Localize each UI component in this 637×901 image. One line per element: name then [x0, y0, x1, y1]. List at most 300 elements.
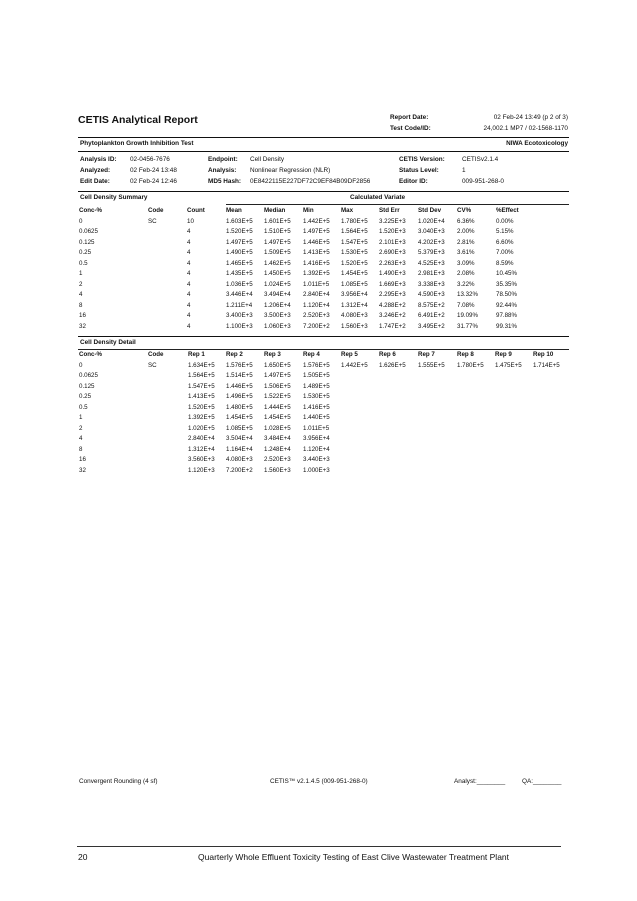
- summary-cell: 1.497E+5: [264, 238, 291, 246]
- summary-cell: 1.312E+4: [341, 301, 368, 309]
- status-label: Status Level:: [399, 167, 439, 174]
- detail-cell: [341, 413, 379, 424]
- detail-row: [79, 445, 569, 456]
- detail-cell: [341, 455, 379, 466]
- detail-col-header: Rep 9: [495, 351, 512, 358]
- summary-cell: SC: [148, 217, 157, 225]
- summary-cell: 3.246E+2: [379, 312, 406, 319]
- detail-cell: 1.522E+5: [264, 393, 291, 400]
- summary-cell: 1.497E+5: [303, 228, 330, 235]
- summary-cell: 8: [79, 301, 83, 309]
- editor-value: 009-951-268-0: [462, 178, 504, 185]
- detail-cell: SC: [148, 361, 157, 369]
- detail-cell: [148, 413, 188, 424]
- summary-cell: 4.525E+3: [418, 259, 445, 267]
- summary-cell: 7.200E+2: [303, 322, 330, 330]
- detail-cell: 1.454E+5: [264, 414, 291, 421]
- summary-cell: 1.011E+5: [303, 280, 330, 288]
- detail-col-header: Rep 4: [303, 351, 320, 358]
- detail-cell: [457, 424, 495, 435]
- summary-cell: 1.462E+5: [264, 259, 291, 267]
- detail-cell: 0.25: [79, 393, 92, 400]
- detail-col-header: Code: [148, 351, 164, 358]
- page-footer-title: Quarterly Whole Effluent Toxicity Testing of East Clive Wastewater Treatment Plant: [198, 852, 510, 862]
- detail-cell: [341, 424, 379, 435]
- summary-cell: 4: [187, 280, 191, 288]
- calculated-variate-header: Calculated Variate: [350, 194, 406, 201]
- page-number: 20: [78, 852, 88, 862]
- detail-cell: 3.440E+3: [303, 456, 330, 463]
- detail-cell: 3.956E+4: [303, 435, 330, 442]
- detail-cell: [341, 392, 379, 403]
- detail-cell: 1.560E+3: [264, 466, 291, 474]
- summary-cell: 1.780E+5: [341, 217, 368, 225]
- detail-cell: 3.560E+3: [188, 456, 215, 463]
- detail-cell: 32: [79, 466, 86, 474]
- summary-cell: 31.77%: [457, 322, 478, 330]
- detail-cell: [457, 434, 495, 445]
- summary-col-header: CV%: [457, 207, 472, 214]
- detail-col-header: Rep 1: [188, 351, 205, 358]
- detail-cell: [418, 455, 457, 466]
- summary-cell: 1.509E+5: [264, 249, 291, 256]
- detail-cell: [418, 466, 457, 477]
- detail-cell: [148, 445, 188, 456]
- summary-cell: 3.400E+3: [226, 312, 253, 319]
- summary-cell: 7.00%: [496, 249, 514, 256]
- detail-cell: [495, 392, 533, 403]
- summary-cell: 2.840E+4: [303, 291, 330, 298]
- summary-cell: 0: [79, 217, 83, 225]
- detail-col-header: Rep 3: [264, 351, 281, 358]
- detail-cell: 1.506E+5: [264, 382, 291, 390]
- detail-row: [79, 455, 569, 466]
- summary-cell: 1.530E+5: [341, 249, 368, 256]
- summary-cell: 4: [187, 312, 191, 319]
- summary-cell: 6.60%: [496, 238, 514, 246]
- detail-cell: [148, 424, 188, 435]
- summary-cell: [148, 322, 187, 333]
- detail-cell: 1: [79, 414, 83, 421]
- detail-row: [79, 392, 569, 403]
- md5-label: MD5 Hash:: [208, 178, 242, 185]
- summary-cell: 1.520E+5: [226, 228, 253, 235]
- detail-cell: 1.497E+5: [264, 372, 291, 379]
- summary-cell: 1.206E+4: [264, 301, 291, 309]
- detail-cell: [148, 403, 188, 414]
- summary-cell: 4: [187, 238, 191, 246]
- detail-cell: [341, 434, 379, 445]
- summary-cell: 1: [79, 270, 83, 277]
- page-footer-rule: [77, 846, 561, 847]
- test-name: Phytoplankton Growth Inhibition Test: [80, 140, 194, 147]
- detail-cell: [418, 392, 457, 403]
- rounding-note: Convergent Rounding (4 sf): [79, 778, 158, 785]
- summary-cell: 2.690E+3: [379, 249, 406, 256]
- summary-cell: 3.446E+4: [226, 291, 253, 298]
- summary-cell: 2.981E+3: [418, 270, 445, 277]
- summary-cell: 0.0625: [79, 228, 98, 235]
- summary-cell: 4: [187, 270, 191, 277]
- summary-cell: 1.603E+5: [226, 217, 253, 225]
- detail-cell: 1.120E+4: [303, 445, 330, 453]
- summary-row: [79, 322, 569, 333]
- summary-cell: 1.413E+5: [303, 249, 330, 256]
- detail-cell: 1.442E+5: [341, 361, 368, 369]
- detail-cell: 2.520E+3: [264, 456, 291, 463]
- summary-cell: 35.35%: [496, 280, 517, 288]
- detail-cell: [457, 371, 495, 382]
- summary-row: [79, 217, 569, 228]
- detail-cell: [341, 371, 379, 382]
- detail-row: [79, 424, 569, 435]
- detail-cell: 1.576E+5: [226, 361, 253, 369]
- detail-cell: [379, 403, 418, 414]
- summary-col-header: Median: [264, 207, 286, 214]
- summary-cell: 1.490E+5: [226, 249, 253, 256]
- detail-cell: 1.780E+5: [457, 361, 484, 369]
- detail-cell: [341, 403, 379, 414]
- detail-cell: [495, 455, 533, 466]
- detail-cell: [495, 445, 533, 456]
- summary-cell: 1.490E+3: [379, 270, 406, 277]
- summary-cell: 1.100E+3: [226, 322, 253, 330]
- summary-cell: 1.211E+4: [226, 301, 253, 309]
- analysis-id-value: 02-0456-7676: [130, 156, 170, 163]
- detail-cell: [418, 371, 457, 382]
- detail-cell: 1.626E+5: [379, 361, 406, 369]
- detail-cell: 1.547E+5: [188, 382, 215, 390]
- detail-cell: 1.576E+5: [303, 361, 330, 369]
- detail-cell: [148, 371, 188, 382]
- summary-cell: 4: [187, 228, 191, 235]
- summary-cell: [148, 269, 187, 280]
- detail-cell: [533, 424, 569, 435]
- summary-cell: 1.392E+5: [303, 270, 330, 277]
- summary-cell: 6.36%: [457, 217, 475, 225]
- summary-cell: 1.601E+5: [264, 217, 291, 225]
- detail-cell: 1.505E+5: [303, 372, 330, 379]
- detail-cell: 1.413E+5: [188, 393, 215, 400]
- summary-cell: 2.00%: [457, 228, 475, 235]
- analyst-signature-line: Analyst:________: [454, 778, 506, 785]
- analysis-id-label: Analysis ID:: [80, 156, 117, 163]
- edit-date-value: 02 Feb-24 12:46: [130, 178, 177, 185]
- detail-cell: 1.248E+4: [264, 445, 291, 453]
- detail-cell: 1.028E+5: [264, 424, 291, 432]
- summary-cell: 8.59%: [496, 259, 514, 267]
- info-rule: [78, 191, 569, 192]
- edit-date-label: Edit Date:: [80, 178, 110, 185]
- detail-cell: [379, 371, 418, 382]
- detail-cell: [457, 445, 495, 456]
- detail-header-row: [79, 350, 569, 361]
- detail-cell: [533, 403, 569, 414]
- detail-cell: [533, 445, 569, 456]
- detail-row: [79, 434, 569, 445]
- detail-cell: [418, 424, 457, 435]
- summary-cell: [148, 301, 187, 312]
- summary-cell: 6.491E+2: [418, 312, 445, 319]
- detail-cell: 8: [79, 445, 83, 453]
- detail-cell: [457, 403, 495, 414]
- detail-cell: 1.555E+5: [418, 361, 445, 369]
- version-label: CETIS Version:: [399, 156, 445, 163]
- detail-cell: [379, 466, 418, 477]
- detail-cell: 1.520E+5: [188, 403, 215, 411]
- detail-cell: 0.5: [79, 403, 88, 411]
- summary-row: [79, 248, 569, 259]
- summary-col-header: Max: [341, 207, 354, 214]
- detail-cell: 1.514E+5: [226, 372, 253, 379]
- summary-cell: 2.08%: [457, 270, 475, 277]
- summary-cell: 1.510E+5: [264, 228, 291, 235]
- summary-row: [79, 301, 569, 312]
- status-value: 1: [462, 167, 466, 174]
- summary-row: [79, 259, 569, 270]
- detail-cell: [533, 466, 569, 477]
- summary-col-header: Count: [187, 207, 205, 214]
- summary-cell: 4.202E+3: [418, 238, 445, 246]
- detail-cell: [457, 466, 495, 477]
- summary-cell: 2.263E+3: [379, 259, 406, 267]
- summary-cell: 2.295E+3: [379, 291, 406, 298]
- detail-cell: [457, 382, 495, 393]
- detail-cell: [379, 413, 418, 424]
- summary-cell: 4.288E+2: [379, 301, 406, 309]
- detail-cell: [148, 434, 188, 445]
- summary-cell: 1.416E+5: [303, 259, 330, 267]
- detail-cell: [341, 382, 379, 393]
- detail-cell: [379, 445, 418, 456]
- summary-cell: 4: [187, 301, 191, 309]
- detail-cell: [148, 392, 188, 403]
- detail-table: [79, 350, 569, 476]
- detail-cell: [418, 382, 457, 393]
- summary-col-header: Mean: [226, 207, 242, 214]
- detail-cell: 1.454E+5: [226, 414, 253, 421]
- summary-cell: 3.22%: [457, 280, 475, 288]
- summary-cell: 4.590E+3: [418, 291, 445, 298]
- detail-cell: [148, 466, 188, 477]
- summary-cell: 3.040E+3: [418, 228, 445, 235]
- summary-cell: 3.494E+4: [264, 291, 291, 298]
- summary-cell: 1.560E+3: [341, 322, 368, 330]
- detail-cell: 4.080E+3: [226, 456, 253, 463]
- detail-cell: [457, 455, 495, 466]
- summary-row: [79, 290, 569, 301]
- detail-cell: 1.446E+5: [226, 382, 253, 390]
- analyzed-value: 02 Feb-24 13:48: [130, 167, 177, 174]
- summary-cell: 4: [187, 259, 191, 267]
- detail-cell: 1.020E+5: [188, 424, 215, 432]
- summary-cell: 4: [187, 249, 191, 256]
- summary-cell: [148, 259, 187, 270]
- editor-label: Editor ID:: [399, 178, 428, 185]
- detail-cell: 1.714E+5: [533, 361, 560, 369]
- summary-row: [79, 269, 569, 280]
- detail-cell: 1.085E+5: [226, 424, 253, 432]
- summary-cell: 1.435E+5: [226, 270, 253, 277]
- detail-cell: 1.120E+3: [188, 466, 215, 474]
- detail-row: [79, 413, 569, 424]
- detail-cell: 7.200E+2: [226, 466, 253, 474]
- detail-cell: [533, 392, 569, 403]
- detail-cell: [379, 392, 418, 403]
- summary-cell: [148, 248, 187, 259]
- detail-col-header: Rep 2: [226, 351, 243, 358]
- summary-cell: 7.08%: [457, 301, 475, 309]
- detail-cell: [495, 382, 533, 393]
- summary-cell: 10: [187, 217, 194, 225]
- analysis-label: Analysis:: [208, 167, 237, 174]
- summary-col-header: Conc-%: [79, 207, 103, 214]
- detail-cell: [379, 424, 418, 435]
- detail-cell: 0.0625: [79, 372, 98, 379]
- detail-cell: [341, 445, 379, 456]
- detail-cell: 1.650E+5: [264, 361, 291, 369]
- detail-cell: 3.484E+4: [264, 435, 291, 442]
- detail-cell: 1.440E+5: [303, 414, 330, 421]
- analysis-value: Nonlinear Regression (NLR): [250, 167, 331, 174]
- summary-row: [79, 227, 569, 238]
- detail-cell: 4: [79, 435, 83, 442]
- test-code-label: Test Code/ID:: [390, 125, 431, 132]
- summary-cell: 1.450E+5: [264, 270, 291, 277]
- detail-cell: [379, 434, 418, 445]
- detail-cell: [148, 455, 188, 466]
- summary-cell: 2: [79, 280, 83, 288]
- detail-row: [79, 382, 569, 393]
- summary-cell: 10.45%: [496, 270, 517, 277]
- summary-cell: 1.497E+5: [226, 238, 253, 246]
- endpoint-label: Endpoint:: [208, 156, 238, 163]
- summary-cell: 8.575E+2: [418, 301, 445, 309]
- summary-col-header: Min: [303, 207, 314, 214]
- detail-cell: 3.504E+4: [226, 435, 253, 442]
- detail-cell: 1.011E+5: [303, 424, 330, 432]
- detail-cell: [495, 371, 533, 382]
- detail-cell: 16: [79, 456, 86, 463]
- summary-col-header: Std Dev: [418, 207, 442, 214]
- organization: NIWA Ecotoxicology: [506, 140, 568, 147]
- summary-cell: [148, 238, 187, 249]
- detail-cell: [418, 413, 457, 424]
- detail-cell: [418, 403, 457, 414]
- detail-cell: [457, 413, 495, 424]
- summary-cell: 1.020E+4: [418, 217, 445, 225]
- summary-cell: 4: [187, 291, 191, 298]
- summary-cell: 13.32%: [457, 291, 478, 298]
- detail-cell: 2.840E+4: [188, 435, 215, 442]
- summary-cell: 1.085E+5: [341, 280, 368, 288]
- summary-cell: 4: [79, 291, 83, 298]
- summary-cell: 5.379E+3: [418, 249, 445, 256]
- summary-cell: 3.956E+4: [341, 291, 368, 298]
- detail-cell: 1.444E+5: [264, 403, 291, 411]
- version-value: CETISv2.1.4: [462, 156, 499, 163]
- summary-cell: 1.547E+5: [341, 238, 368, 246]
- detail-cell: [457, 392, 495, 403]
- endpoint-value: Cell Density: [250, 156, 285, 163]
- summary-cell: 0.5: [79, 259, 88, 267]
- detail-col-header: Rep 8: [457, 351, 474, 358]
- variate-rule: [226, 204, 569, 205]
- summary-cell: 3.09%: [457, 259, 475, 267]
- detail-cell: 1.564E+5: [188, 372, 215, 379]
- summary-cell: 0.00%: [496, 217, 514, 225]
- summary-cell: 1.036E+5: [226, 280, 253, 288]
- detail-cell: [533, 371, 569, 382]
- detail-cell: [148, 382, 188, 393]
- detail-cell: [418, 445, 457, 456]
- detail-cell: [495, 424, 533, 435]
- summary-cell: 4: [187, 322, 191, 330]
- summary-cell: 3.61%: [457, 249, 475, 256]
- test-code-value: 24,002.1 MP7 / 02-1568-1170: [483, 125, 568, 132]
- summary-cell: 0.25: [79, 249, 92, 256]
- summary-col-header: Code: [148, 207, 164, 214]
- detail-cell: 1.164E+4: [226, 445, 253, 453]
- header-rule: [78, 137, 569, 138]
- detail-cell: [533, 434, 569, 445]
- summary-title: Cell Density Summary: [80, 194, 148, 201]
- summary-cell: 3.225E+3: [379, 217, 406, 225]
- summary-cell: 1.454E+5: [341, 270, 368, 277]
- summary-cell: [148, 311, 187, 322]
- summary-table: [79, 206, 569, 332]
- summary-col-header: %Effect: [496, 207, 519, 214]
- summary-header-row: [79, 206, 569, 217]
- summary-cell: 1.747E+2: [379, 322, 406, 330]
- summary-cell: 2.101E+3: [379, 238, 406, 246]
- detail-cell: 1.480E+5: [226, 403, 253, 411]
- detail-row: [79, 361, 569, 372]
- detail-cell: [418, 434, 457, 445]
- detail-cell: 1.392E+5: [188, 414, 215, 421]
- detail-col-header: Rep 7: [418, 351, 435, 358]
- detail-cell: 1.634E+5: [188, 361, 215, 369]
- report-date-label: Report Date:: [390, 114, 429, 121]
- summary-cell: [148, 280, 187, 291]
- summary-cell: 5.15%: [496, 228, 514, 235]
- summary-cell: 1.442E+5: [303, 217, 330, 225]
- summary-cell: 1.024E+5: [264, 280, 291, 288]
- detail-cell: 1.489E+5: [303, 382, 330, 390]
- summary-cell: 2.81%: [457, 238, 475, 246]
- summary-row: [79, 311, 569, 322]
- summary-cell: [148, 290, 187, 301]
- summary-cell: 1.520E+5: [341, 259, 368, 267]
- detail-col-header: Conc-%: [79, 351, 103, 358]
- detail-cell: [533, 455, 569, 466]
- summary-cell: 3.500E+3: [264, 312, 291, 319]
- detail-cell: [533, 413, 569, 424]
- detail-cell: [379, 455, 418, 466]
- summary-cell: 1.446E+5: [303, 238, 330, 246]
- summary-cell: 1.060E+3: [264, 322, 291, 330]
- detail-cell: 1.000E+3: [303, 466, 330, 474]
- summary-cell: 1.520E+3: [379, 228, 406, 235]
- detail-cell: [495, 403, 533, 414]
- detail-row: [79, 466, 569, 477]
- detail-cell: 1.312E+4: [188, 445, 215, 453]
- summary-cell: 3.495E+2: [418, 322, 445, 330]
- summary-col-header: Std Err: [379, 207, 400, 214]
- detail-cell: 1.475E+5: [495, 361, 522, 369]
- summary-cell: 99.31%: [496, 322, 517, 330]
- detail-cell: 1.530E+5: [303, 393, 330, 400]
